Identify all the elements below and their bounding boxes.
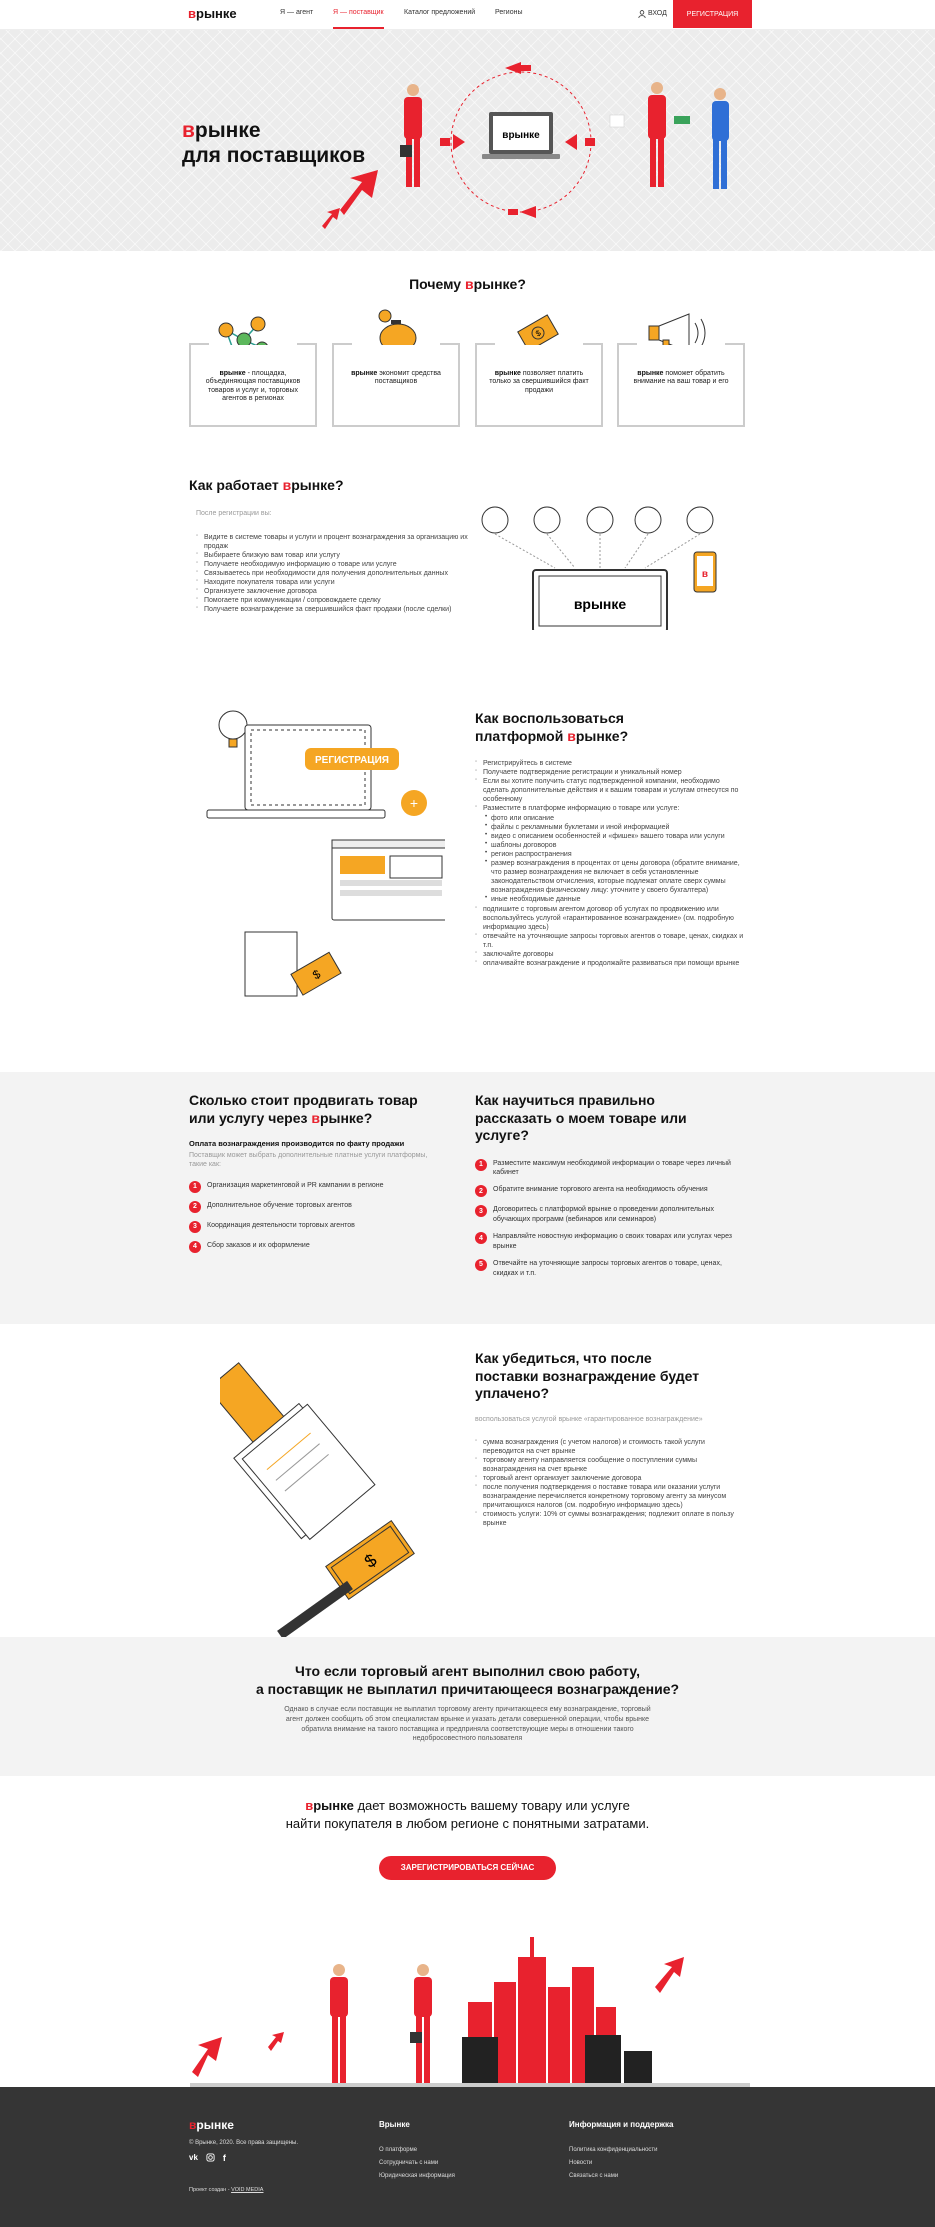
list-item: ▫ Разместите в платформе информацию о товаре или услуге: xyxy=(475,804,745,813)
step-number-badge: 4 xyxy=(189,1241,201,1253)
pricing-item xyxy=(189,1241,449,1253)
learn-item xyxy=(475,1205,745,1224)
footer-made-by: Проект создан - VOID MEDIA xyxy=(189,2187,264,2193)
city-illustration xyxy=(0,1937,935,2087)
how-intro: После регистрации вы: xyxy=(196,509,272,517)
instagram-icon[interactable] xyxy=(206,2153,215,2162)
step-number-badge: 1 xyxy=(475,1159,487,1171)
step-text: Дополнительное обучение торговых агентов xyxy=(207,1201,352,1209)
pricing-section xyxy=(0,1072,935,1324)
footer-link-cooperate[interactable]: Сотрудничать с нами xyxy=(379,2160,439,2167)
step-text: Договоритесь с платформой врынке о проведении дополнительных обучающих программ (вебинаров или семинаров) xyxy=(493,1206,714,1223)
step-text: Сбор заказов и их оформление xyxy=(207,1241,310,1249)
how-laptop-logo: врынке xyxy=(573,596,627,612)
step-number-badge: 5 xyxy=(475,1259,487,1271)
learn-list xyxy=(475,1159,745,1279)
step-number-badge: 1 xyxy=(189,1181,201,1193)
nav-catalog[interactable]: Каталог предложений xyxy=(404,9,476,16)
pricing-bold-note: Оплата вознаграждения производится по факту продажи xyxy=(189,1139,405,1148)
paid-intro: воспользоваться услугой врынке «гарантированное вознаграждение» xyxy=(475,1415,703,1423)
why-card-platform xyxy=(189,345,317,427)
footer-copyright: © Врынке, 2020. Все права защищены. xyxy=(189,2140,299,2146)
why-card-savings xyxy=(332,345,460,427)
made-by-link[interactable]: VOID MEDIA xyxy=(231,2187,264,2193)
list-item: ▫ Получаете необходимую информацию о товаре или услуге xyxy=(196,560,469,569)
paid-illustration xyxy=(220,1345,440,1645)
why-card-text: врынке - площадка, объединяющая поставщиков товаров и услуг и, торговых агентов в регионах xyxy=(205,370,301,403)
step-text: Отвечайте на уточняющие запросы торговых агентов о товаре, ценах, скидках и т.п. xyxy=(493,1260,722,1277)
footer-link-news[interactable]: Новости xyxy=(569,2160,593,2167)
list-item: ▫ торговому агенту направляется сообщение о поступлении суммы вознаграждения на счет врынке xyxy=(475,1456,745,1474)
learn-title: Как научиться правильно рассказать о моем товаре или услуге? xyxy=(475,1092,687,1143)
what-if-text: Однако в случае если поставщик не выплатил торговому агенту причитающееся ему вознаграждение, торговый агент должен сообщить об этом специалистам врынке и указать детали совершенной операции, чтобы врынке обратила внимание на такого поставщика и предприняла соответствующие меры в отношении такого недобросовестного пользователя xyxy=(284,1706,651,1743)
list-item: ▫ Если вы хотите получить статус подтвержденной компании, необходимо сделать дополнительные действия и к вашим товарам и услугам отнесутся по особенному xyxy=(475,777,745,804)
footer-logo[interactable]: врынке xyxy=(189,2118,234,2132)
login-link[interactable] xyxy=(638,9,667,18)
hero-subtitle: для поставщиков xyxy=(182,144,366,168)
list-item: ▫ Организуете заключение договора xyxy=(196,587,469,596)
hero-illustration xyxy=(0,30,935,251)
list-item: ▫ Получаете подтверждение регистрации и уникальный номер xyxy=(475,768,745,777)
step-number-badge: 4 xyxy=(475,1232,487,1244)
why-title: Почему врынке? xyxy=(409,276,526,292)
list-item: ▫ Регистрируйтесь в системе xyxy=(475,759,745,768)
how-title: Как работает врынке? xyxy=(189,477,344,493)
list-item: • размер вознаграждения в процентах от цены договора (обратите внимание, что размер вознаграждения не включает в себя установленные законодательством отчисления, которые подлежат оплате сверх суммы вознаграждения физическому лицу: уточните у своего бухгалтера) xyxy=(475,859,745,895)
use-title: Как воспользоваться платформой врынке? xyxy=(475,710,629,744)
register-button[interactable]: РЕГИСТРАЦИЯ xyxy=(673,0,752,28)
learn-item xyxy=(475,1185,745,1197)
list-item: ▫ после получения подтверждения о поставке товара или оказании услуги вознаграждение перечисляется конкретному торговому агенту за минусом причитающихся налогов (см. подробную информацию здесь) xyxy=(475,1483,745,1510)
list-item: ▫ сумма вознаграждения (с учетом налогов) и стоимость такой услуги переводится на счет врынке xyxy=(475,1438,745,1456)
step-number-badge: 2 xyxy=(475,1185,487,1197)
list-item: ▫ Видите в системе товары и услуги и процент вознаграждения за организацию их продаж xyxy=(196,533,469,551)
list-item: ▫ Выбираете близкую вам товар или услугу xyxy=(196,551,469,560)
step-text: Обратите внимание торгового агента на необходимость обучения xyxy=(493,1186,708,1194)
site-header xyxy=(0,0,935,30)
paid-list xyxy=(475,1438,745,1529)
use-illus-button: РЕГИСТРАЦИЯ xyxy=(315,755,389,766)
list-item: • шаблоны договоров xyxy=(475,841,745,850)
svg-text:$: $ xyxy=(360,1549,381,1572)
paid-title: Как убедиться, что после поставки вознаграждение будет уплачено? xyxy=(475,1350,700,1401)
vk-icon[interactable]: vk xyxy=(189,2153,198,2162)
how-illustration xyxy=(475,500,745,630)
list-item: ▫ Находите покупателя товара или услуги xyxy=(196,578,469,587)
nav-supplier[interactable]: Я — поставщик xyxy=(333,9,384,16)
nav-agent[interactable]: Я — агент xyxy=(280,9,314,16)
how-section xyxy=(189,477,469,614)
login-label: ВХОД xyxy=(648,10,667,17)
svg-text:+: + xyxy=(409,795,419,811)
list-item: ▫ стоимость услуги: 10% от суммы вознаграждения; подлежит оплате в пользу врынке xyxy=(475,1510,745,1528)
user-icon xyxy=(638,10,646,18)
nav-regions[interactable]: Регионы xyxy=(495,9,523,16)
why-card-text: врынке позволяет платить только за свершившийся факт продажи xyxy=(489,370,589,394)
list-item: ▫ отвечайте на уточняющие запросы торговых агентов о товаре, ценах, скидках и т.п. xyxy=(475,932,745,950)
cta-text: врынке дает возможность вашему товару или услуге найти покупателя в любом регионе с понятными затратами. xyxy=(285,1798,650,1831)
list-item: ▫ торговый агент организует заключение договора xyxy=(475,1474,745,1483)
why-card-text: врынке поможет обратить внимание на ваш товар и его xyxy=(633,370,729,386)
list-item: ▫ Связываетесь при необходимости для получения дополнительных данных xyxy=(196,569,469,578)
pricing-list xyxy=(189,1181,449,1253)
footer-col2-title: Информация и поддержка xyxy=(569,2120,674,2129)
step-text: Направляйте новостную информацию о своих товарах или услугах через врынке xyxy=(493,1233,733,1250)
hero-laptop-logo: врынке xyxy=(502,130,540,141)
pricing-gray-note: Поставщик может выбрать дополнительные платные услуги платформы, такие как: xyxy=(189,1151,428,1168)
step-number-badge: 3 xyxy=(475,1205,487,1217)
list-item: • регион распространения xyxy=(475,850,745,859)
what-if-section xyxy=(0,1637,935,1776)
list-item: • фото или описание xyxy=(475,814,745,823)
how-list xyxy=(196,533,469,615)
learn-item xyxy=(475,1232,745,1251)
list-item: • файлы с рекламными буклетами и иной информацией xyxy=(475,823,745,832)
pricing-item xyxy=(189,1201,449,1213)
facebook-icon[interactable]: f xyxy=(222,2153,226,2163)
pricing-item xyxy=(189,1181,449,1193)
use-illustration xyxy=(205,700,445,1020)
list-item: ▫ подпишите с торговым агентом договор об услугах по продвижению или воспользуйтесь услугой «гарантированное вознаграждение» (см. подробную информацию здесь) xyxy=(475,905,745,932)
register-now-button[interactable]: ЗАРЕГИСТРИРОВАТЬСЯ СЕЙЧАС xyxy=(379,1856,556,1880)
list-item: ▫ Помогаете при коммуникации / сопровождаете сделку xyxy=(196,596,469,605)
use-list xyxy=(475,759,745,968)
site-footer xyxy=(0,2087,935,2227)
step-number-badge: 2 xyxy=(189,1201,201,1213)
footer-link-about[interactable]: О платформе xyxy=(379,2147,418,2153)
step-text: Разместите максимум необходимой информации о товаре через личный кабинет xyxy=(493,1159,731,1176)
footer-link-contact[interactable]: Связаться с нами xyxy=(569,2173,619,2180)
paid-section xyxy=(475,1350,745,1529)
step-number-badge: 3 xyxy=(189,1221,201,1233)
learn-item xyxy=(475,1159,745,1178)
step-text: Организация маркетинговой и PR кампании в регионе xyxy=(207,1181,384,1189)
hero-section xyxy=(0,30,935,251)
pricing-item xyxy=(189,1221,449,1233)
pricing-title: Сколько стоит продвигать товар или услугу через врынке? xyxy=(189,1092,418,1126)
how-phone-letter: в xyxy=(701,569,709,580)
list-item: ▫ заключайте договоры xyxy=(475,950,745,959)
learn-item xyxy=(475,1259,745,1278)
use-section xyxy=(475,710,745,968)
why-card-text: врынке экономит средства поставщиков xyxy=(351,370,441,386)
svg-text:$: $ xyxy=(310,966,323,983)
svg-text:$: $ xyxy=(534,328,543,339)
what-if-title: Что если торговый агент выполнил свою работу, а поставщик не выплатил причитающееся вознаграждение? xyxy=(255,1663,680,1697)
why-card-attention xyxy=(617,345,745,427)
site-logo[interactable]: врынке xyxy=(188,6,237,21)
list-item: • иные необходимые данные xyxy=(475,895,745,904)
hero-title: врынке для поставщиков xyxy=(182,119,366,168)
list-item: • видео с описанием особенностей и «фишек» вашего товара или услуги xyxy=(475,832,745,841)
list-item: ▫ Получаете вознаграждение за свершившийся факт продажи (после сделки) xyxy=(196,605,469,614)
step-text: Координация деятельности торговых агентов xyxy=(207,1221,355,1229)
list-item: ▫ оплачивайте вознаграждение и продолжайте развиваться при помощи врынке xyxy=(475,959,745,968)
why-card-pay-per-sale xyxy=(475,345,603,427)
footer-col1-title: Врынке xyxy=(379,2120,410,2129)
footer-link-legal[interactable]: Юридическая информация xyxy=(379,2173,455,2180)
footer-link-privacy[interactable]: Политика конфиденциальности xyxy=(569,2147,658,2153)
